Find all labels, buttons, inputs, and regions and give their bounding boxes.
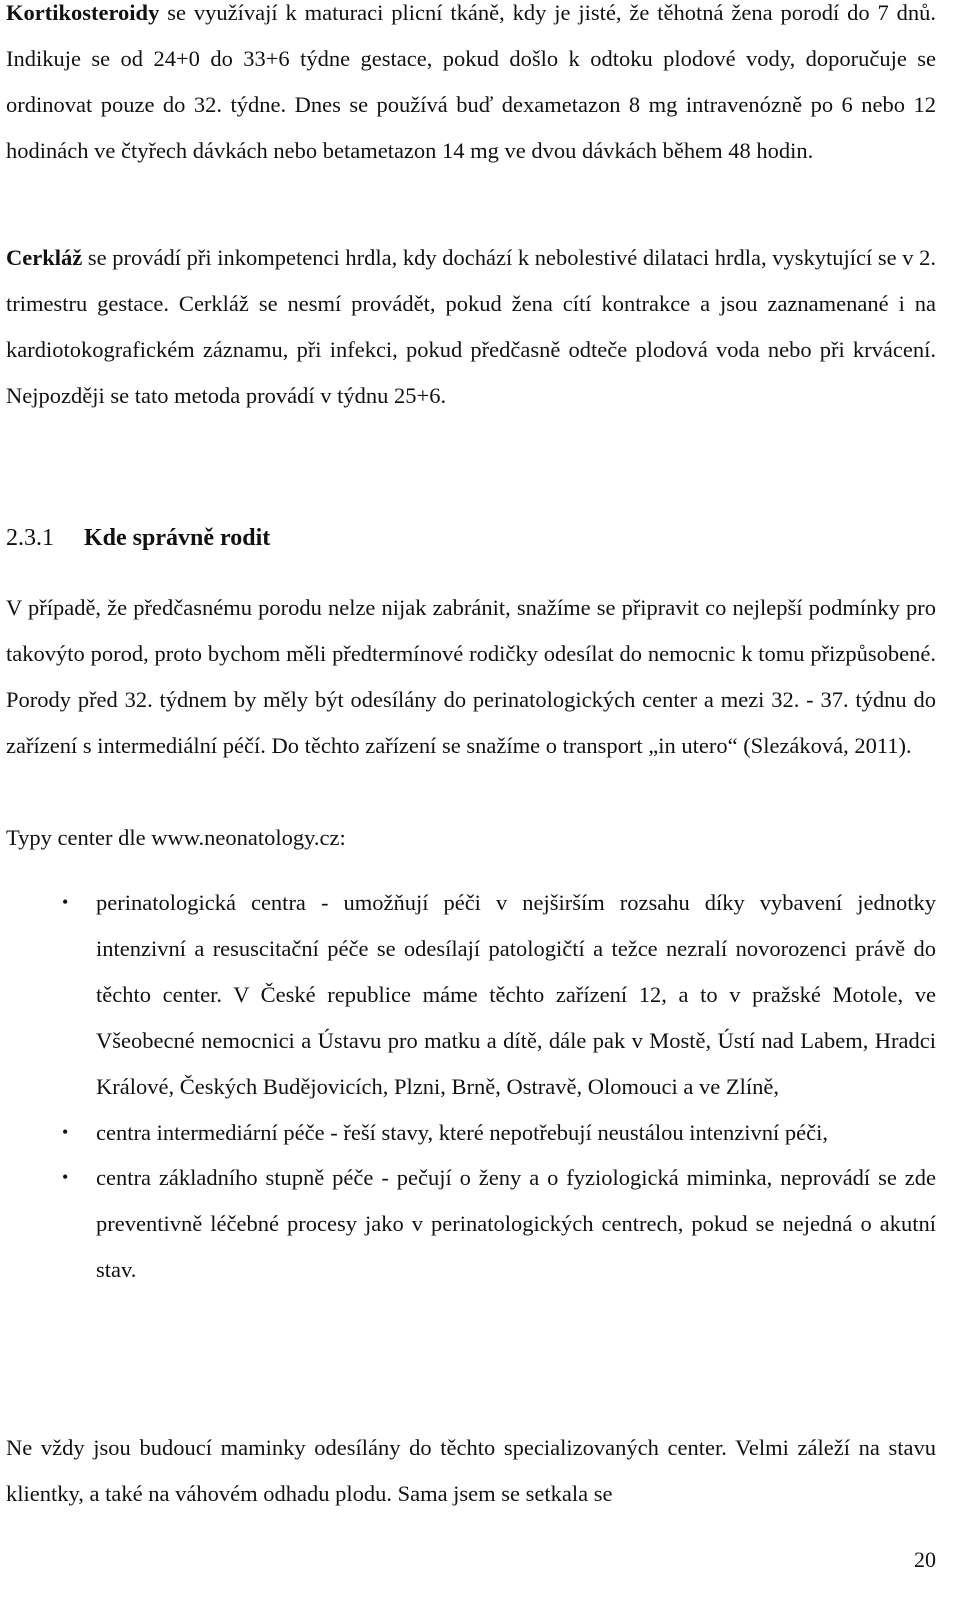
paragraph-cerclage (6, 235, 936, 419)
page-number: 20 (914, 1547, 936, 1572)
list-item (6, 1155, 936, 1293)
center-types-list (6, 880, 936, 1293)
list-item (6, 1110, 936, 1156)
bullet-icon: • (62, 892, 69, 912)
paragraph-cerclage-text: se provádí při inkompetenci hrdla, kdy dochází k nebolestivé dilataci hrdla, vyskytující se v 2. trimestru gestace. Cerkláž se nesmí provádět, pokud žena cítí kontrakce a jsou zaznamenané i na kardiotokografickém záznamu, při infekci, pokud předčasně odteče plodová voda nebo při krvácení. Nejpozději se tato metoda provádí v týdnu 25+6. (6, 245, 936, 408)
bullet-icon: • (62, 1121, 69, 1142)
paragraph-corticosteroids-text: se využívají k maturaci plicní tkáně, kdy je jisté, že těhotná žena porodí do 7 dnů. Indikuje se od 24+0 do 33+6 týdne gestace, pokud došlo k odtoku plodové vody, doporučuje se ordinovat pouze do 32. týdne. Dnes se používá buď dexametazon 8 mg intravenózně po 6 nebo 12 hodinách ve čtyřech dávkách nebo betametazon 14 mg ve dvou dávkách během 48 hodin. (6, 0, 936, 163)
list-item-text: centra intermediární péče - řeší stavy, které nepotřebují neustálou intenzivní péči, (96, 1119, 828, 1145)
section-heading (6, 520, 936, 556)
list-item-text: perinatologická centra - umožňují péči v nejširším rozsahu díky vybavení jednotky intenzivní a resuscitační péče se odesílají patologičtí a težce nezralí novorozenci právě do těchto center. V České republice máme těchto zařízení 12, a to v pražské Motole, ve Všeobecné nemocnici a Ústavu pro matku a dítě, dále pak v Mostě, Ústí nad Labem, Hradci Králové, Českých Budějovicích, Plzni, Brně, Ostravě, Olomouci a ve Zlíně, (96, 890, 936, 1099)
section-number: 2.3.1 (6, 525, 54, 551)
term-cerclage: Cerkláž (6, 245, 83, 270)
paragraph-where-to-give-birth: V případě, že předčasnému porodu nelze nijak zabránit, snažíme se připravit co nejlepší podmínky pro takovýto porod, proto bychom měli předtermínové rodičky odesílat do nemocnic k tomu přizpůsobené. Porody před 32. týdnem by měly být odesílány do perinatologických center a mezi 32. - 37. týdnu do zařízení s intermediální péčí. Do těchto zařízení se snažíme o transport „in utero“ (Slezáková, 2011). (6, 595, 936, 758)
paragraph-center-types-intro: Typy center dle www.neonatology.cz: (6, 825, 346, 850)
section-title: Kde správně rodit (84, 525, 271, 551)
term-corticosteroids: Kortikosteroidy (6, 0, 160, 25)
paragraph-corticosteroids (6, 0, 936, 174)
bullet-icon: • (62, 1167, 69, 1188)
paragraph-closing: Ne vždy jsou budoucí maminky odesílány do těchto specializovaných center. Velmi záleží na stavu klientky, a také na váhovém odhadu plodu. Sama jsem se setkala se (6, 1435, 936, 1506)
list-item (6, 880, 936, 1110)
list-item-text: centra základního stupně péče - pečují o ženy a o fyziologická miminka, neprovádí se zde preventivně léčebné procesy jako v perinatologických centrech, pokud se nejedná o akutní stav. (96, 1165, 936, 1283)
